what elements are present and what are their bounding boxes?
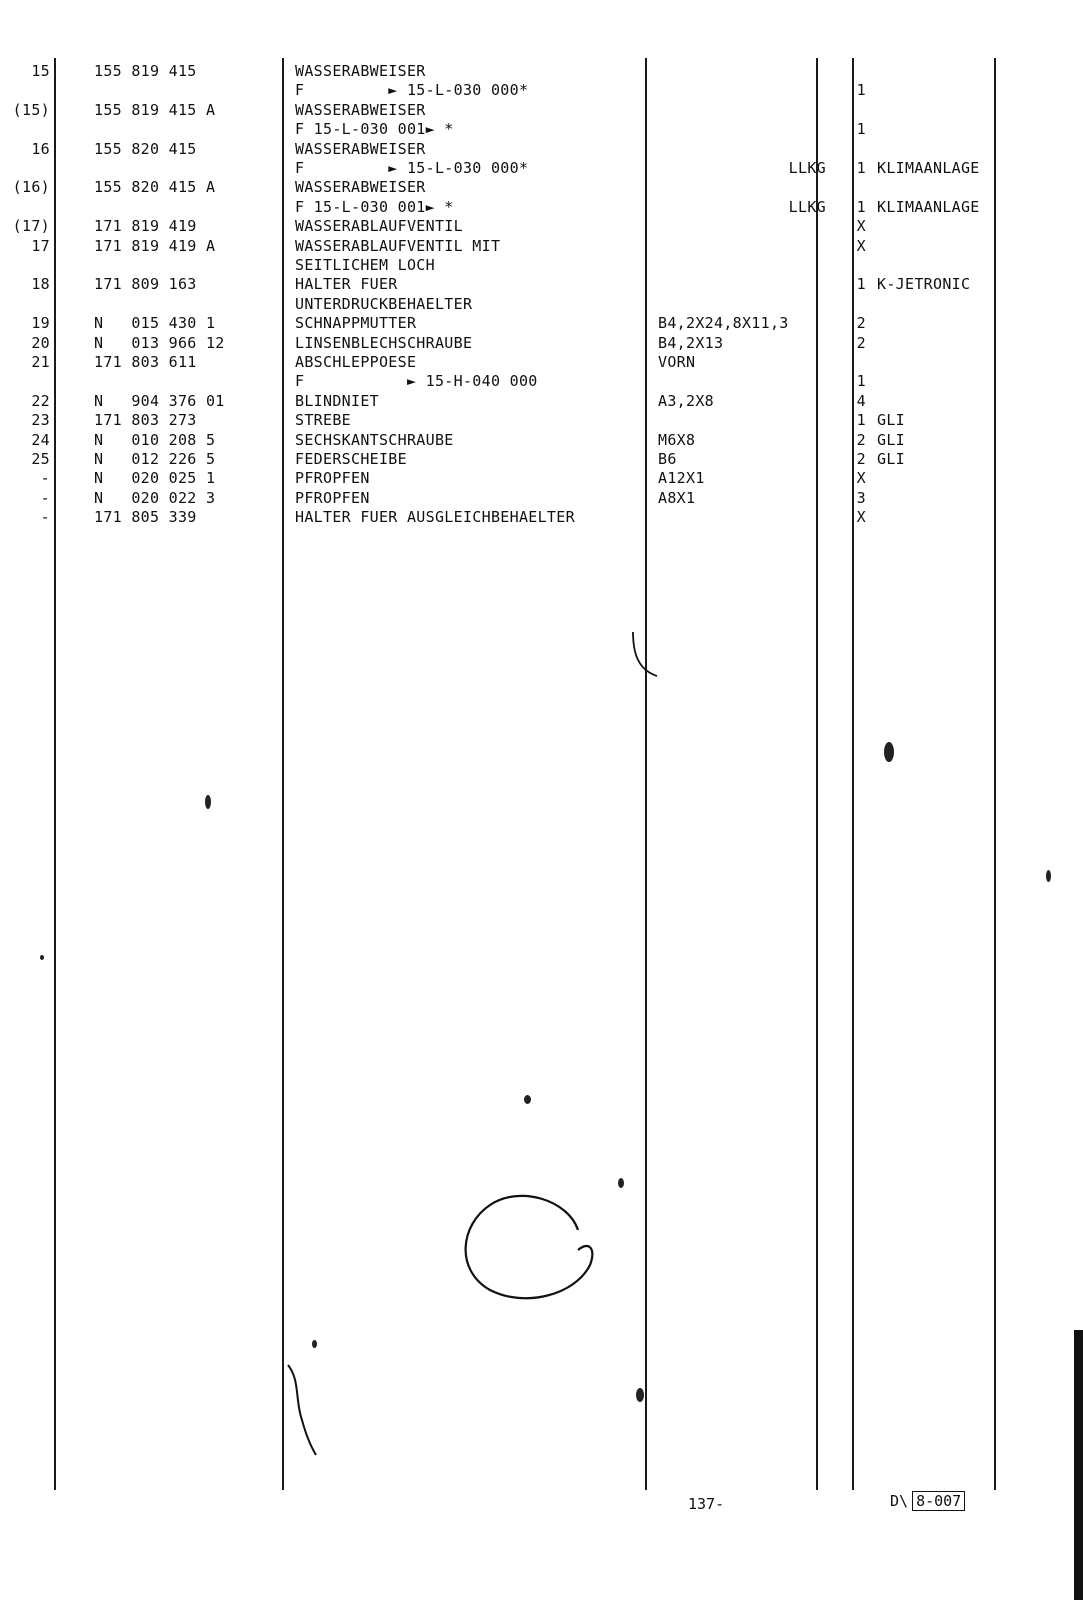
item-position: 21 xyxy=(31,353,50,371)
quantity: 2 xyxy=(856,314,866,333)
remark: GLI xyxy=(877,450,905,468)
part-number: 171 803 611 xyxy=(94,353,197,371)
part-specification: A8X1 xyxy=(658,488,696,507)
remark: KLIMAANLAGE xyxy=(877,197,980,216)
part-description: WASSERABLAUFVENTIL xyxy=(295,217,463,236)
item-position: - xyxy=(40,469,50,488)
quantity: 1 xyxy=(856,275,866,294)
part-specification: B6 xyxy=(658,450,677,468)
scan-speck xyxy=(636,1388,644,1402)
item-position: 20 xyxy=(31,333,50,352)
item-position: (15) xyxy=(12,100,50,119)
ref-code: 8-007 xyxy=(912,1491,965,1511)
model-code: LLKG xyxy=(788,159,826,177)
part-description: HALTER FUER xyxy=(295,275,398,294)
remark: K-JETRONIC xyxy=(877,275,971,294)
part-description: WASSERABWEISER xyxy=(295,178,426,197)
pen-stroke xyxy=(625,630,665,690)
part-description: WASSERABLAUFVENTIL MIT xyxy=(295,236,501,255)
quantity: 2 xyxy=(856,430,866,449)
part-specification: B4,2X13 xyxy=(658,333,724,352)
quantity: 1 xyxy=(856,197,866,216)
column-rule xyxy=(282,58,284,1490)
part-number: N 020 025 1 xyxy=(94,469,216,488)
quantity: 1 xyxy=(856,81,866,100)
quantity: 2 xyxy=(856,333,866,352)
item-position: 22 xyxy=(31,391,50,410)
part-number: 171 819 419 A xyxy=(94,236,216,255)
part-description: PFROPFEN xyxy=(295,469,370,488)
item-position: 15 xyxy=(31,62,50,80)
item-position: - xyxy=(40,488,50,507)
scan-speck xyxy=(1046,870,1051,882)
quantity: 1 xyxy=(856,120,866,139)
part-number: N 015 430 1 xyxy=(94,314,216,333)
part-description: HALTER FUER AUSGLEICHBEHAELTER xyxy=(295,508,575,527)
part-description: LINSENBLECHSCHRAUBE xyxy=(295,333,473,352)
scan-speck xyxy=(205,795,211,809)
quantity: 1 xyxy=(856,372,866,391)
part-description: WASSERABWEISER xyxy=(295,62,426,80)
column-rule xyxy=(994,58,996,1490)
part-description: F ► 15-L-030 000* xyxy=(295,159,529,177)
part-number: N 010 208 5 xyxy=(94,430,216,449)
item-position: 19 xyxy=(31,314,50,333)
part-description: SCHNAPPMUTTER xyxy=(295,314,417,333)
pen-scribble xyxy=(450,1180,610,1310)
part-description: F 15-L-030 001► * xyxy=(295,197,454,216)
quantity: 1 xyxy=(856,159,866,177)
item-position: - xyxy=(40,508,50,527)
quantity: 4 xyxy=(856,391,866,410)
part-number: N 904 376 01 xyxy=(94,391,225,410)
column-rule xyxy=(645,58,647,1490)
part-number: 155 819 415 xyxy=(94,62,197,80)
part-number: 171 819 419 xyxy=(94,217,197,236)
quantity: X xyxy=(856,217,866,236)
part-number: 171 803 273 xyxy=(94,411,197,430)
column-rule xyxy=(816,58,818,1490)
scan-edge-shadow xyxy=(1074,1330,1083,1600)
column-rule xyxy=(54,58,56,1490)
part-specification: A12X1 xyxy=(658,469,705,488)
part-number: 171 809 163 xyxy=(94,275,197,294)
pen-stroke xyxy=(280,1360,330,1460)
part-number: N 012 226 5 xyxy=(94,450,216,468)
quantity: X xyxy=(856,236,866,255)
scan-speck xyxy=(524,1095,531,1104)
remark: GLI xyxy=(877,411,905,430)
part-description: SECHSKANTSCHRAUBE xyxy=(295,430,454,449)
page-number: 137- xyxy=(688,1495,725,1513)
part-description: F 15-L-030 001► * xyxy=(295,120,454,139)
page-reference xyxy=(890,1491,965,1511)
part-number: 171 805 339 xyxy=(94,508,197,527)
part-number: 155 820 415 A xyxy=(94,178,216,197)
item-position: 24 xyxy=(31,430,50,449)
ref-prefix: D\ xyxy=(890,1492,909,1510)
quantity: 3 xyxy=(856,488,866,507)
scan-speck xyxy=(884,742,894,762)
part-number: N 020 022 3 xyxy=(94,488,216,507)
item-position: (17) xyxy=(12,217,50,236)
part-description: STREBE xyxy=(295,411,351,430)
part-description: WASSERABWEISER xyxy=(295,139,426,158)
part-description: ABSCHLEPPOESE xyxy=(295,353,417,371)
model-code: LLKG xyxy=(788,197,826,216)
part-description: F ► 15-H-040 000 xyxy=(295,372,538,391)
part-specification: M6X8 xyxy=(658,430,696,449)
quantity: X xyxy=(856,508,866,527)
part-specification: B4,2X24,8X11,3 xyxy=(658,314,789,333)
item-position: 18 xyxy=(31,275,50,294)
scan-speck xyxy=(618,1178,624,1188)
item-position: (16) xyxy=(12,178,50,197)
part-description: WASSERABWEISER xyxy=(295,100,426,119)
item-position: 23 xyxy=(31,411,50,430)
part-specification: A3,2X8 xyxy=(658,391,714,410)
part-description: PFROPFEN xyxy=(295,488,370,507)
part-description: SEITLICHEM LOCH xyxy=(295,256,435,274)
quantity: 2 xyxy=(856,450,866,468)
quantity: 1 xyxy=(856,411,866,430)
part-number: 155 819 415 A xyxy=(94,100,216,119)
part-description: FEDERSCHEIBE xyxy=(295,450,407,468)
part-specification: VORN xyxy=(658,353,696,371)
part-description: F ► 15-L-030 000* xyxy=(295,81,529,100)
part-description: UNTERDRUCKBEHAELTER xyxy=(295,294,473,313)
item-position: 25 xyxy=(31,450,50,468)
item-position: 16 xyxy=(31,139,50,158)
part-number: N 013 966 12 xyxy=(94,333,225,352)
scan-speck xyxy=(40,955,44,960)
part-description: BLINDNIET xyxy=(295,391,379,410)
quantity: X xyxy=(856,469,866,488)
scan-speck xyxy=(312,1340,317,1348)
column-rule xyxy=(852,58,854,1490)
item-position: 17 xyxy=(31,236,50,255)
part-number: 155 820 415 xyxy=(94,139,197,158)
remark: GLI xyxy=(877,430,905,449)
remark: KLIMAANLAGE xyxy=(877,159,980,177)
